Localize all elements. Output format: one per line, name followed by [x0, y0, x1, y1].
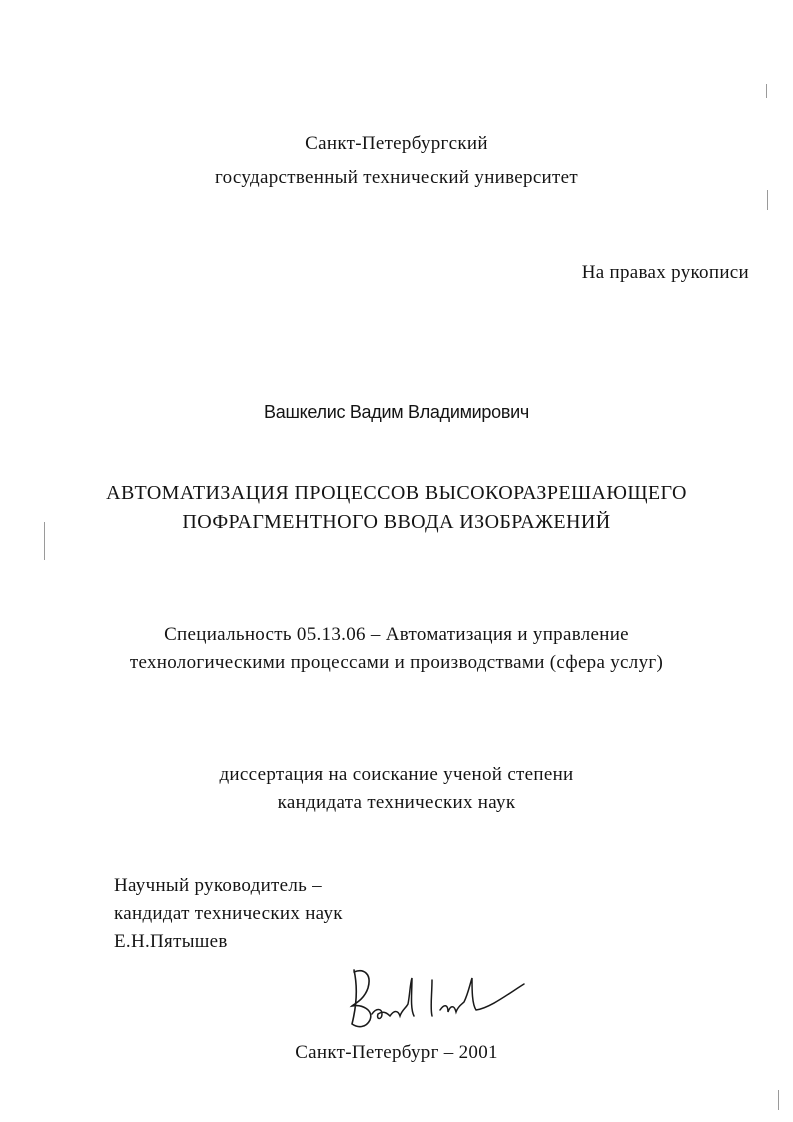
author-name: Вашкелис Вадим Владимирович	[264, 402, 529, 422]
degree-line-2: кандидата технических наук	[277, 792, 516, 813]
rights-note: На правах рукописи	[581, 262, 749, 283]
degree-line-1: диссертация на соискание ученой степени	[219, 764, 574, 785]
institution-line-2: государственный технический университет	[215, 167, 578, 188]
city-year-footer: Санкт-Петербург – 2001	[295, 1042, 498, 1063]
specialty-line-1: Специальность 05.13.06 – Автоматизация и управление	[164, 624, 629, 645]
supervisor-name: Е.Н.Пятышев	[114, 931, 228, 952]
handwritten-signature	[340, 958, 540, 1038]
specialty-line-2: технологическими процессами и производствами (сфера услуг)	[129, 652, 664, 673]
scan-artifact-mark	[44, 522, 45, 560]
supervisor-line-1: Научный руководитель –	[114, 875, 322, 896]
supervisor-line-2: кандидат технических наук	[114, 903, 343, 924]
title-line-1: АВТОМАТИЗАЦИЯ ПРОЦЕССОВ ВЫСОКОРАЗРЕШАЮЩЕГО	[106, 482, 687, 504]
scan-artifact-mark	[766, 84, 767, 98]
institution-line-1: Санкт-Петербургский	[305, 133, 488, 154]
scan-artifact-mark	[767, 190, 768, 210]
scan-artifact-mark	[778, 1090, 779, 1110]
title-line-2: ПОФРАГМЕНТНОГО ВВОДА ИЗОБРАЖЕНИЙ	[182, 511, 611, 533]
